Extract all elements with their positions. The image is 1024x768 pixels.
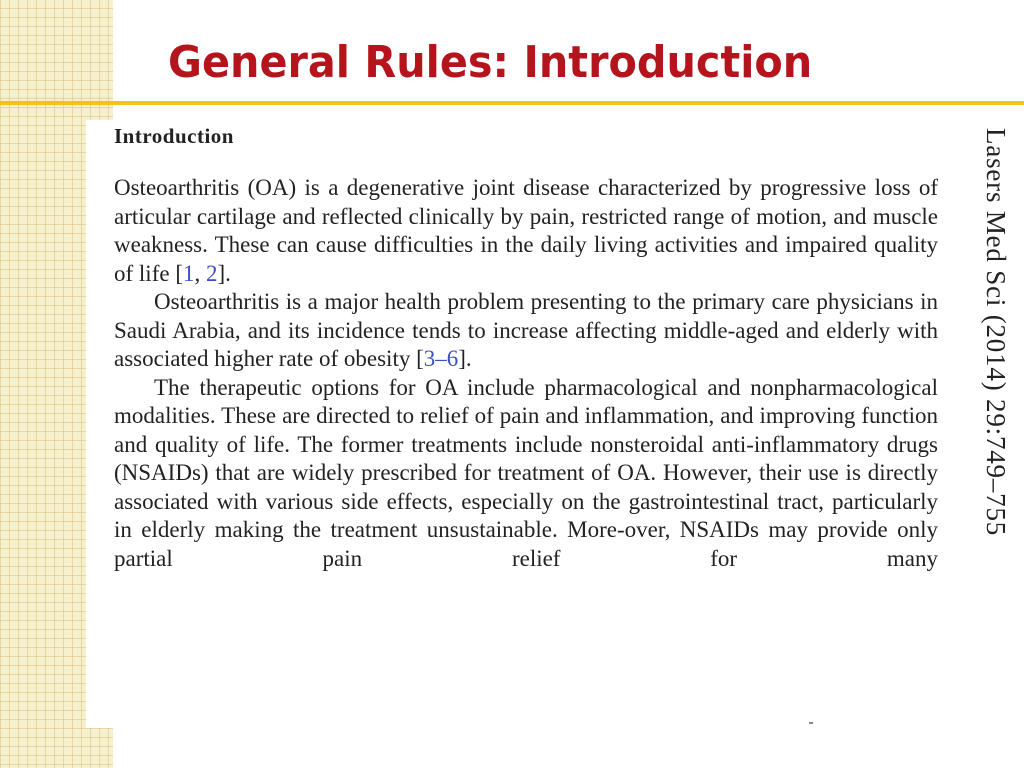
slide-title: General Rules: Introduction (168, 37, 813, 88)
section-heading: Introduction (114, 124, 234, 148)
paragraph-2-text: Osteoarthritis is a major health problem presenting to the primary care physicians in Saudi Arabia, and its incidence tends to increase affecting middle-aged and elderly with associated higher rate of obesity (114, 289, 938, 371)
citation-link-2[interactable]: 2 (205, 260, 218, 286)
paragraph-3 (114, 374, 938, 574)
citation-bracket-close: ]. (217, 260, 231, 286)
citation-bracket-close: ]. (458, 346, 472, 371)
title-divider (0, 101, 1024, 105)
citation-bracket-open: [ (416, 346, 424, 371)
citation-separator: , (194, 260, 206, 286)
paragraph-1-text: Osteoarthritis (OA) is a degenerative joint disease characterized by progressive loss of articular cartilage and reflected clinically by pain, restricted range of motion, and muscle weakness. These can cause difficulties in the daily living activities and impaired quality of life (114, 175, 938, 286)
paragraph-1 (114, 174, 938, 288)
article-excerpt (114, 122, 938, 573)
citation-link-1[interactable]: 1 (182, 260, 195, 286)
journal-citation: Lasers Med Sci (2014) 29:749–755 (981, 128, 1011, 537)
citation-bracket-open: [ (175, 260, 183, 286)
citation-link-3-6[interactable]: 3–6 (423, 346, 459, 371)
scan-mark (809, 722, 813, 724)
paragraph-2 (114, 288, 938, 374)
paragraph-3-text: The therapeutic options for OA include pharmacological and nonpharmacological modalities. These are directed to relief of pain and inflammation, and improving function and quality of life. The former treatments include nonsteroidal anti-inflammatory drugs (NSAIDs) that are widely prescribed for treatment of OA. However, their use is directly associated with various side effects, especially on the gastrointestinal tract, particularly in elderly making the treatment unsustainable. More-over, NSAIDs may provide only partial pain relief for many (114, 374, 938, 571)
